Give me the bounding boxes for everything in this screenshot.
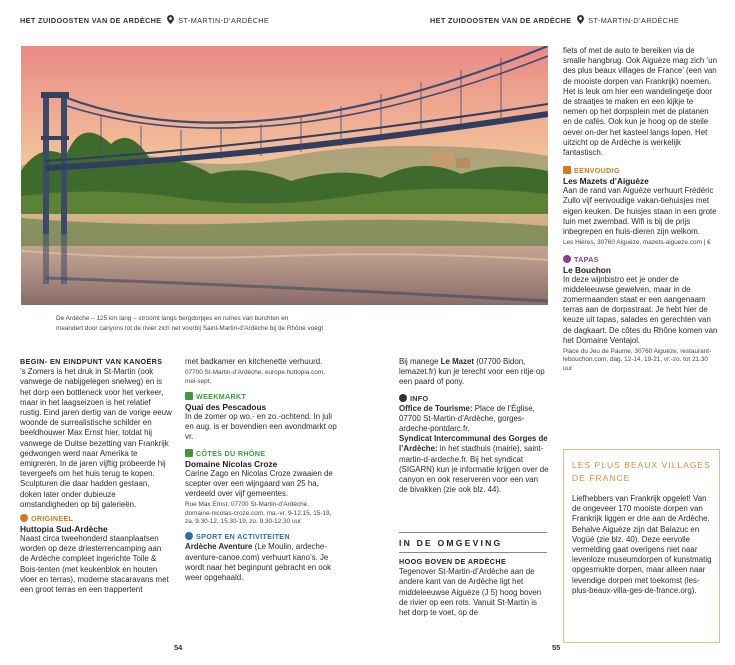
- body-text: Bij manege Le Mazet (07700 Bidon, lemazet.fr) kun je terecht voor een ritje op een paard of pony.: [399, 357, 545, 387]
- listing-name: Les Mazets d’Aiguèze: [563, 176, 649, 187]
- body-text: ’s Zomers is het druk in St-Martin (ook vanwege de nabijgelegen snelweg) en is het dorp een bottleneck voor het verkeer, maar in het laagseizoen is het relatief rustig. Eind jaren dertig van de vorige eeuw woonde de surrealistische schilder en beeldhouwer Max Ernst hier, totdat hij vanwege de Duitse bezetting van Frankrijk gedwongen werd naar Amerika te emigreren. In de jaren vijftig probeerde hij tevergeefs om het huis terug te kopen. Sculpturen die daar hadden gestaan, doken later onder dubieuze omstandigheden op bij galerieën.: [20, 367, 172, 509]
- running-header-left: HET ZUIDOOSTEN VAN DE ARDÈCHE ST-MARTIN-D’ARDÈCHE: [20, 16, 270, 25]
- body-text: met badkamer en kitchenette verhuurd.: [185, 357, 323, 366]
- running-header-right: HET ZUIDOOSTEN VAN DE ARDÈCHE ST-MARTIN-D’ARDÈCHE: [430, 16, 680, 25]
- address-text: Rue Max Ernst, 07700 St-Martin-d’Ardèche, domaine-nicolas-croze.com, ma.-vr. 9-12.15, 15-19, za. 9.30-12, 15.30-19, zo. 9.30-12.30 uur: [185, 501, 332, 526]
- category-label: WEEKMARKT: [185, 392, 337, 402]
- category-label: TAPAS: [563, 255, 718, 265]
- body-text: fiets of met de auto te bereiken via de smalle hangbrug. Ook Aiguèze mag zich ‘un des plus beaux villages de France’ (een van de mooiste dorpen van Frankrijk) noemen. Het is leuk om hier een wandelingetje door de straatjes te maken en een kijkje te nemen op het dorpsplein met de platanen en de cafés. Ook kun je hoog op de steile oever on-der het kasteel langs lopen. Het uitzicht op de Ardèche is werkelijk fantastisch.: [563, 46, 717, 158]
- tapas-icon: [563, 255, 571, 263]
- listing-name: Huttopia Sud-Ardèche: [20, 524, 108, 535]
- address-text: Les Hières, 30760 Aiguèze, mazets-aigueze.com | €: [563, 239, 711, 247]
- section-heading: BEGIN- EN EINDPUNT VAN KANOËRS: [20, 357, 163, 366]
- page-number-right: 55: [552, 643, 561, 652]
- address-text: 07700 St-Martin-d’Ardèche, europe.huttopia.com, mei-sept.: [185, 369, 325, 385]
- listing-text: Carine Zago en Nicolas Croze zwaaien de scepter over een wijngaard van 25 ha, verdeeld over vijf gemeentes.: [185, 468, 333, 499]
- section-banner: IN DE OMGEVING: [399, 532, 547, 553]
- category-label: ORIGINEEL: [20, 514, 172, 524]
- location-pin-icon: [167, 15, 174, 24]
- wine-shop-icon: [185, 449, 193, 457]
- section-heading: HOOG BOVEN DE ARDÈCHE: [399, 557, 507, 566]
- location-pin-icon: [577, 15, 584, 24]
- house-icon: [563, 166, 571, 174]
- info-text: Syndicat Intercommunal des Gorges de l’Ardèche: in het stadhuis (mairie), saint-martin-d-ardeche.fr. Bij het syndicat (SIGARN) kun je informatie krijgen over de canyon en ook reserveren voor een van de bivakken (zie ook blz. 44).: [399, 434, 549, 495]
- column-3-lower: [399, 557, 549, 618]
- bridge-photo: [21, 46, 548, 305]
- original-icon: [20, 514, 28, 522]
- address-text: Place du Jeu de Paume, 30760 Aiguèze, restaurant-lebouchon.com, dag. 12-14, 19-21, vr.-zo. tot 21.30 uur: [563, 348, 712, 372]
- market-icon: [185, 392, 193, 400]
- listing-text: Naast circa tweehonderd staanplaatsen worden op deze driesterrencamping aan de Ardèche compleet ingerichte Toile & Bois-tenten (met keukenblok en houten vloer en terras), moderne stacaravans met een groot terras en een trappertent: [20, 534, 169, 595]
- listing-text: Aan de rand van Aiguèze verhuurt Frédéric Zullo vijf eenvoudige vakan-tiehuisjes met eigen keuken. De huisjes staan in een grote tuin met zwembad. Wifi is bij de prijs inbegrepen en huis-dieren zijn welkom.: [563, 186, 717, 237]
- column-2: [185, 357, 337, 583]
- column-1: [20, 357, 172, 595]
- listing-name: Quai des Pescadous: [185, 402, 267, 413]
- listing-name: Domaine Nicolas Croze: [185, 458, 278, 469]
- photo-caption: De Ardèche – 125 km lang – stroomt langs bergdorpjes en ruïnes van burchten en meandert door canyons tot de rivier zich net voorbij Saint-Martin-d’Ardèche bij de Rhône voegt: [56, 315, 324, 332]
- info-box: [563, 449, 720, 643]
- body-text: Tegenover St-Martin-d’Ardèche aan de andere kant van de Ardèche ligt het middeleeuwse Aiguèze (J 5) hoog boven de rivier op een rots. Vanuit St-Martin is het dorp te voet, op de: [399, 567, 542, 618]
- category-label: INFO: [399, 394, 549, 404]
- listing-text: In de zomer op wo.- en zo.-ochtend. In juli en aug. is er bovendien een avondmarkt op vr.: [185, 412, 337, 442]
- info-box-title: LES PLUS BEAUX VILLAGES DE FRANCE: [572, 460, 711, 483]
- column-4: [563, 46, 718, 373]
- listing-text: In deze wijnbistro eet je onder de middeleeuwse gewelven, maar in de zomermaanden staat er een aangenaam terras aan de dorpsstraat. Je hebt hier de keuze uit tapas, salades en gerechten van de dagkaart. De côtes du Rhône komen van het Domaine Ventajol.: [563, 274, 718, 345]
- info-box-text: Liefhebbers van Frankrijk opgelet! Van de ongeveer 170 mooiste dorpen van Frankrijk liggen er drie aan de Ardèche. Behalve Aiguèze zijn dat Balazuc en Vogüé (zie blz. 40). Deze eervolle vermelding gaat overigens niet naar levenloze museumdorpen of kunstmatig opgesmukte dorpen, maar alleen naar levendige dorpen met toekomst (les-plus-beaux-villa-ges-de-france.org).: [572, 494, 712, 595]
- category-label: SPORT EN ACTIVITEITEN: [185, 532, 337, 542]
- info-icon: [399, 394, 407, 402]
- page-number-left: 54: [174, 643, 183, 652]
- column-3: [399, 357, 549, 495]
- sport-icon: [185, 532, 193, 540]
- listing-name: Le Bouchon: [563, 264, 611, 275]
- category-label: EENVOUDIG: [563, 166, 718, 176]
- listing-text: Ardèche Aventure (Le Moulin, ardeche-aventure-canoe.com) verhuurt kano’s. Je wordt naar het beginpunt gebracht en ook weer opgehaald.: [185, 542, 332, 583]
- info-text: Office de Tourisme: Place de l’Église, 07700 St-Martin-d’Ardèche, gorges-ardeche-pontdarc.fr.: [399, 403, 535, 434]
- category-label: CÔTES DU RHÔNE: [185, 449, 337, 459]
